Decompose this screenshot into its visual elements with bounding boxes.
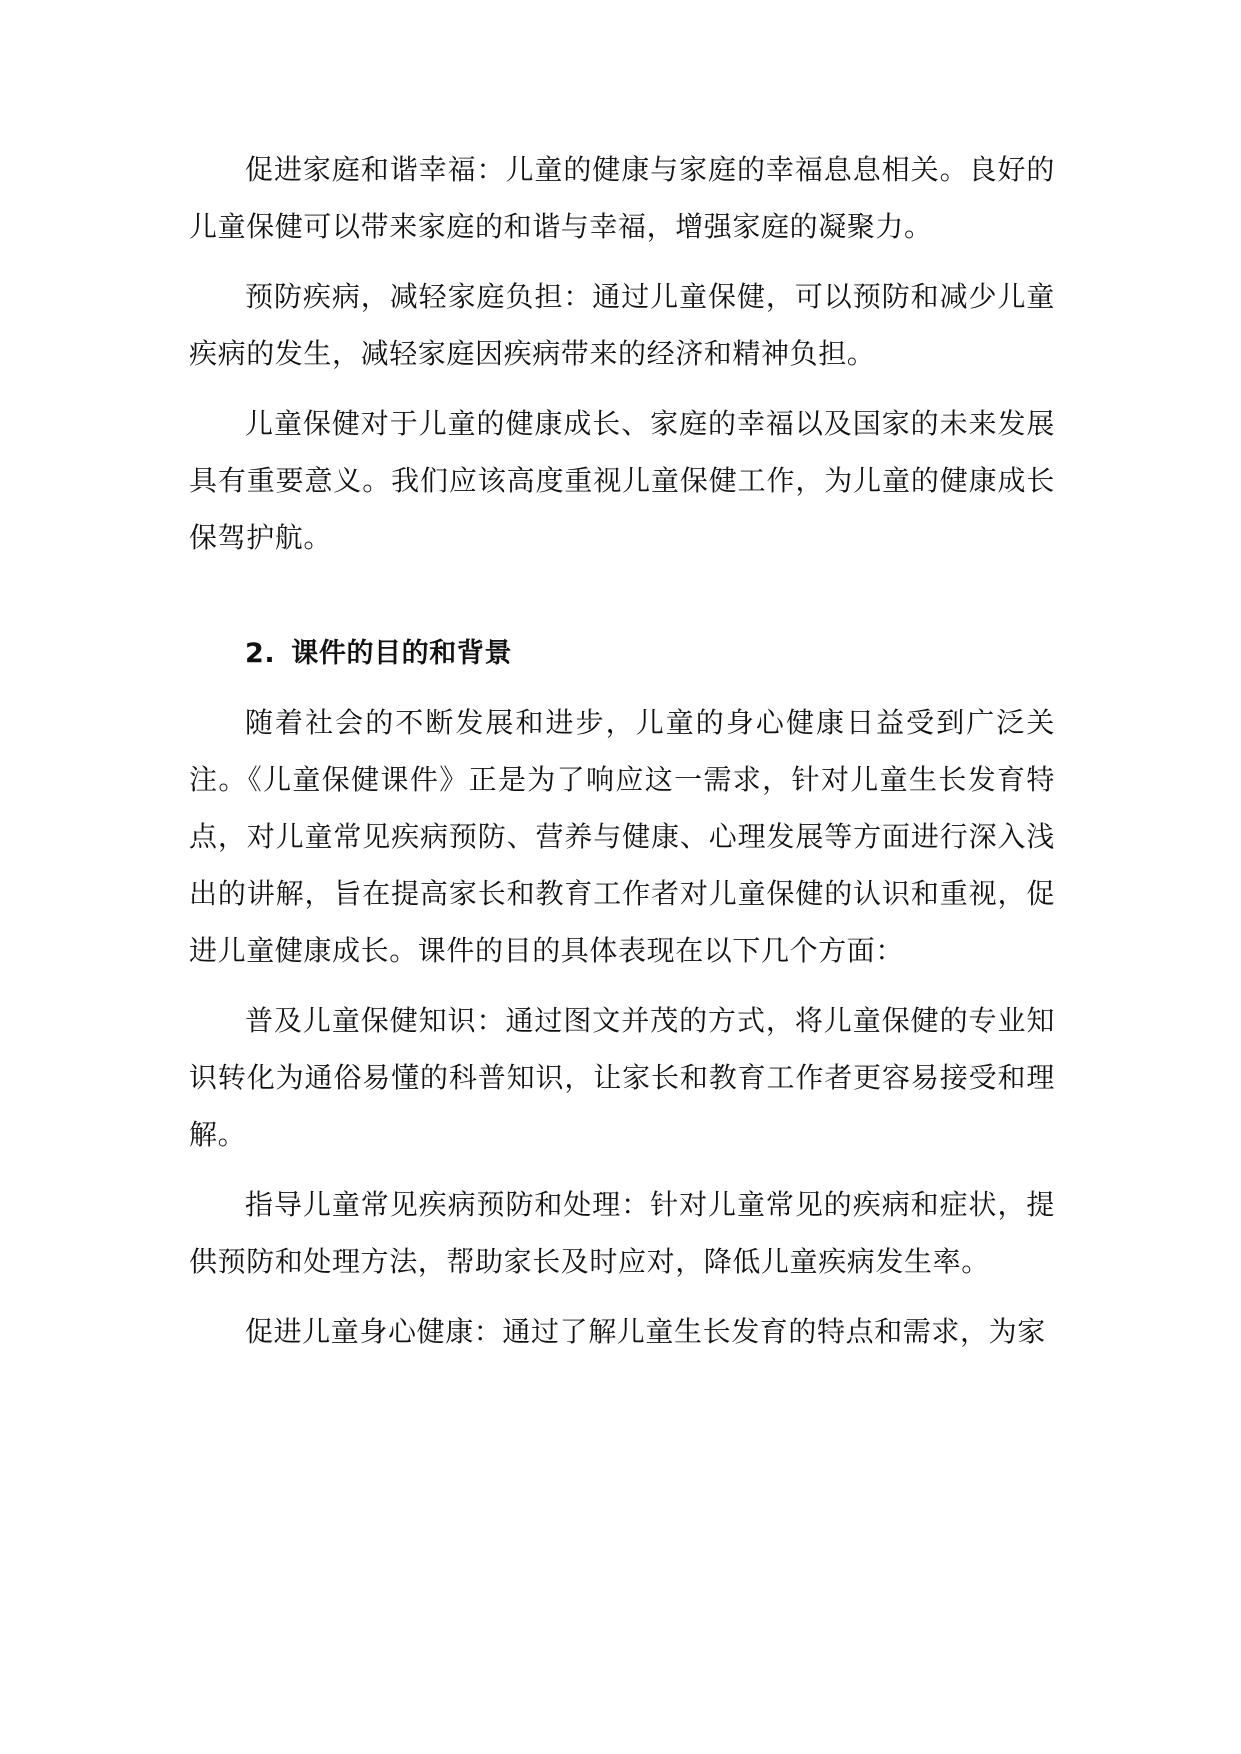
paragraph-popularize-knowledge: 普及儿童保健知识：通过图文并茂的方式，将儿童保健的专业知识转化为通俗易懂的科普知识，让家长和教育工作者更容易接受和理解。 <box>189 1004 1055 1151</box>
paragraph-disease-guidance: 指导儿童常见疾病预防和处理：针对儿童常见的疾病和症状，提供预防和处理方法，帮助家长及时应对，降低儿童疾病发生率。 <box>189 1188 1055 1278</box>
paragraph-physical-mental-health: 促进儿童身心健康：通过了解儿童生长发育的特点和需求，为家 <box>245 1315 1046 1348</box>
paragraph-family-harmony: 促进家庭和谐幸福：儿童的健康与家庭的幸福息息相关。良好的儿童保健可以带来家庭的和谐与幸福，增强家庭的凝聚力。 <box>189 153 1055 243</box>
paragraph-significance-summary: 儿童保健对于儿童的健康成长、家庭的幸福以及国家的未来发展具有重要意义。我们应该高度重视儿童保健工作，为儿童的健康成长保驾护航。 <box>189 407 1055 554</box>
document-page <box>189 141 1055 1360</box>
section-number: 2. <box>245 638 276 669</box>
paragraph-prevent-disease: 预防疾病，减轻家庭负担：通过儿童保健，可以预防和减少儿童疾病的发生，减轻家庭因疾病带来的经济和精神负担。 <box>189 280 1055 370</box>
section-title: 课件的目的和背景 <box>291 638 513 669</box>
section-heading <box>189 625 1055 682</box>
paragraph-background: 随着社会的不断发展和进步，儿童的身心健康日益受到广泛关注。《儿童保健课件》正是为了响应这一需求，针对儿童生长发育特点，对儿童常见疾病预防、营养与健康、心理发展等方面进行深入浅出的讲解，旨在提高家长和教育工作者对儿童保健的认识和重视，促进儿童健康成长。课件的目的具体表现在以下几个方面： <box>189 706 1055 967</box>
